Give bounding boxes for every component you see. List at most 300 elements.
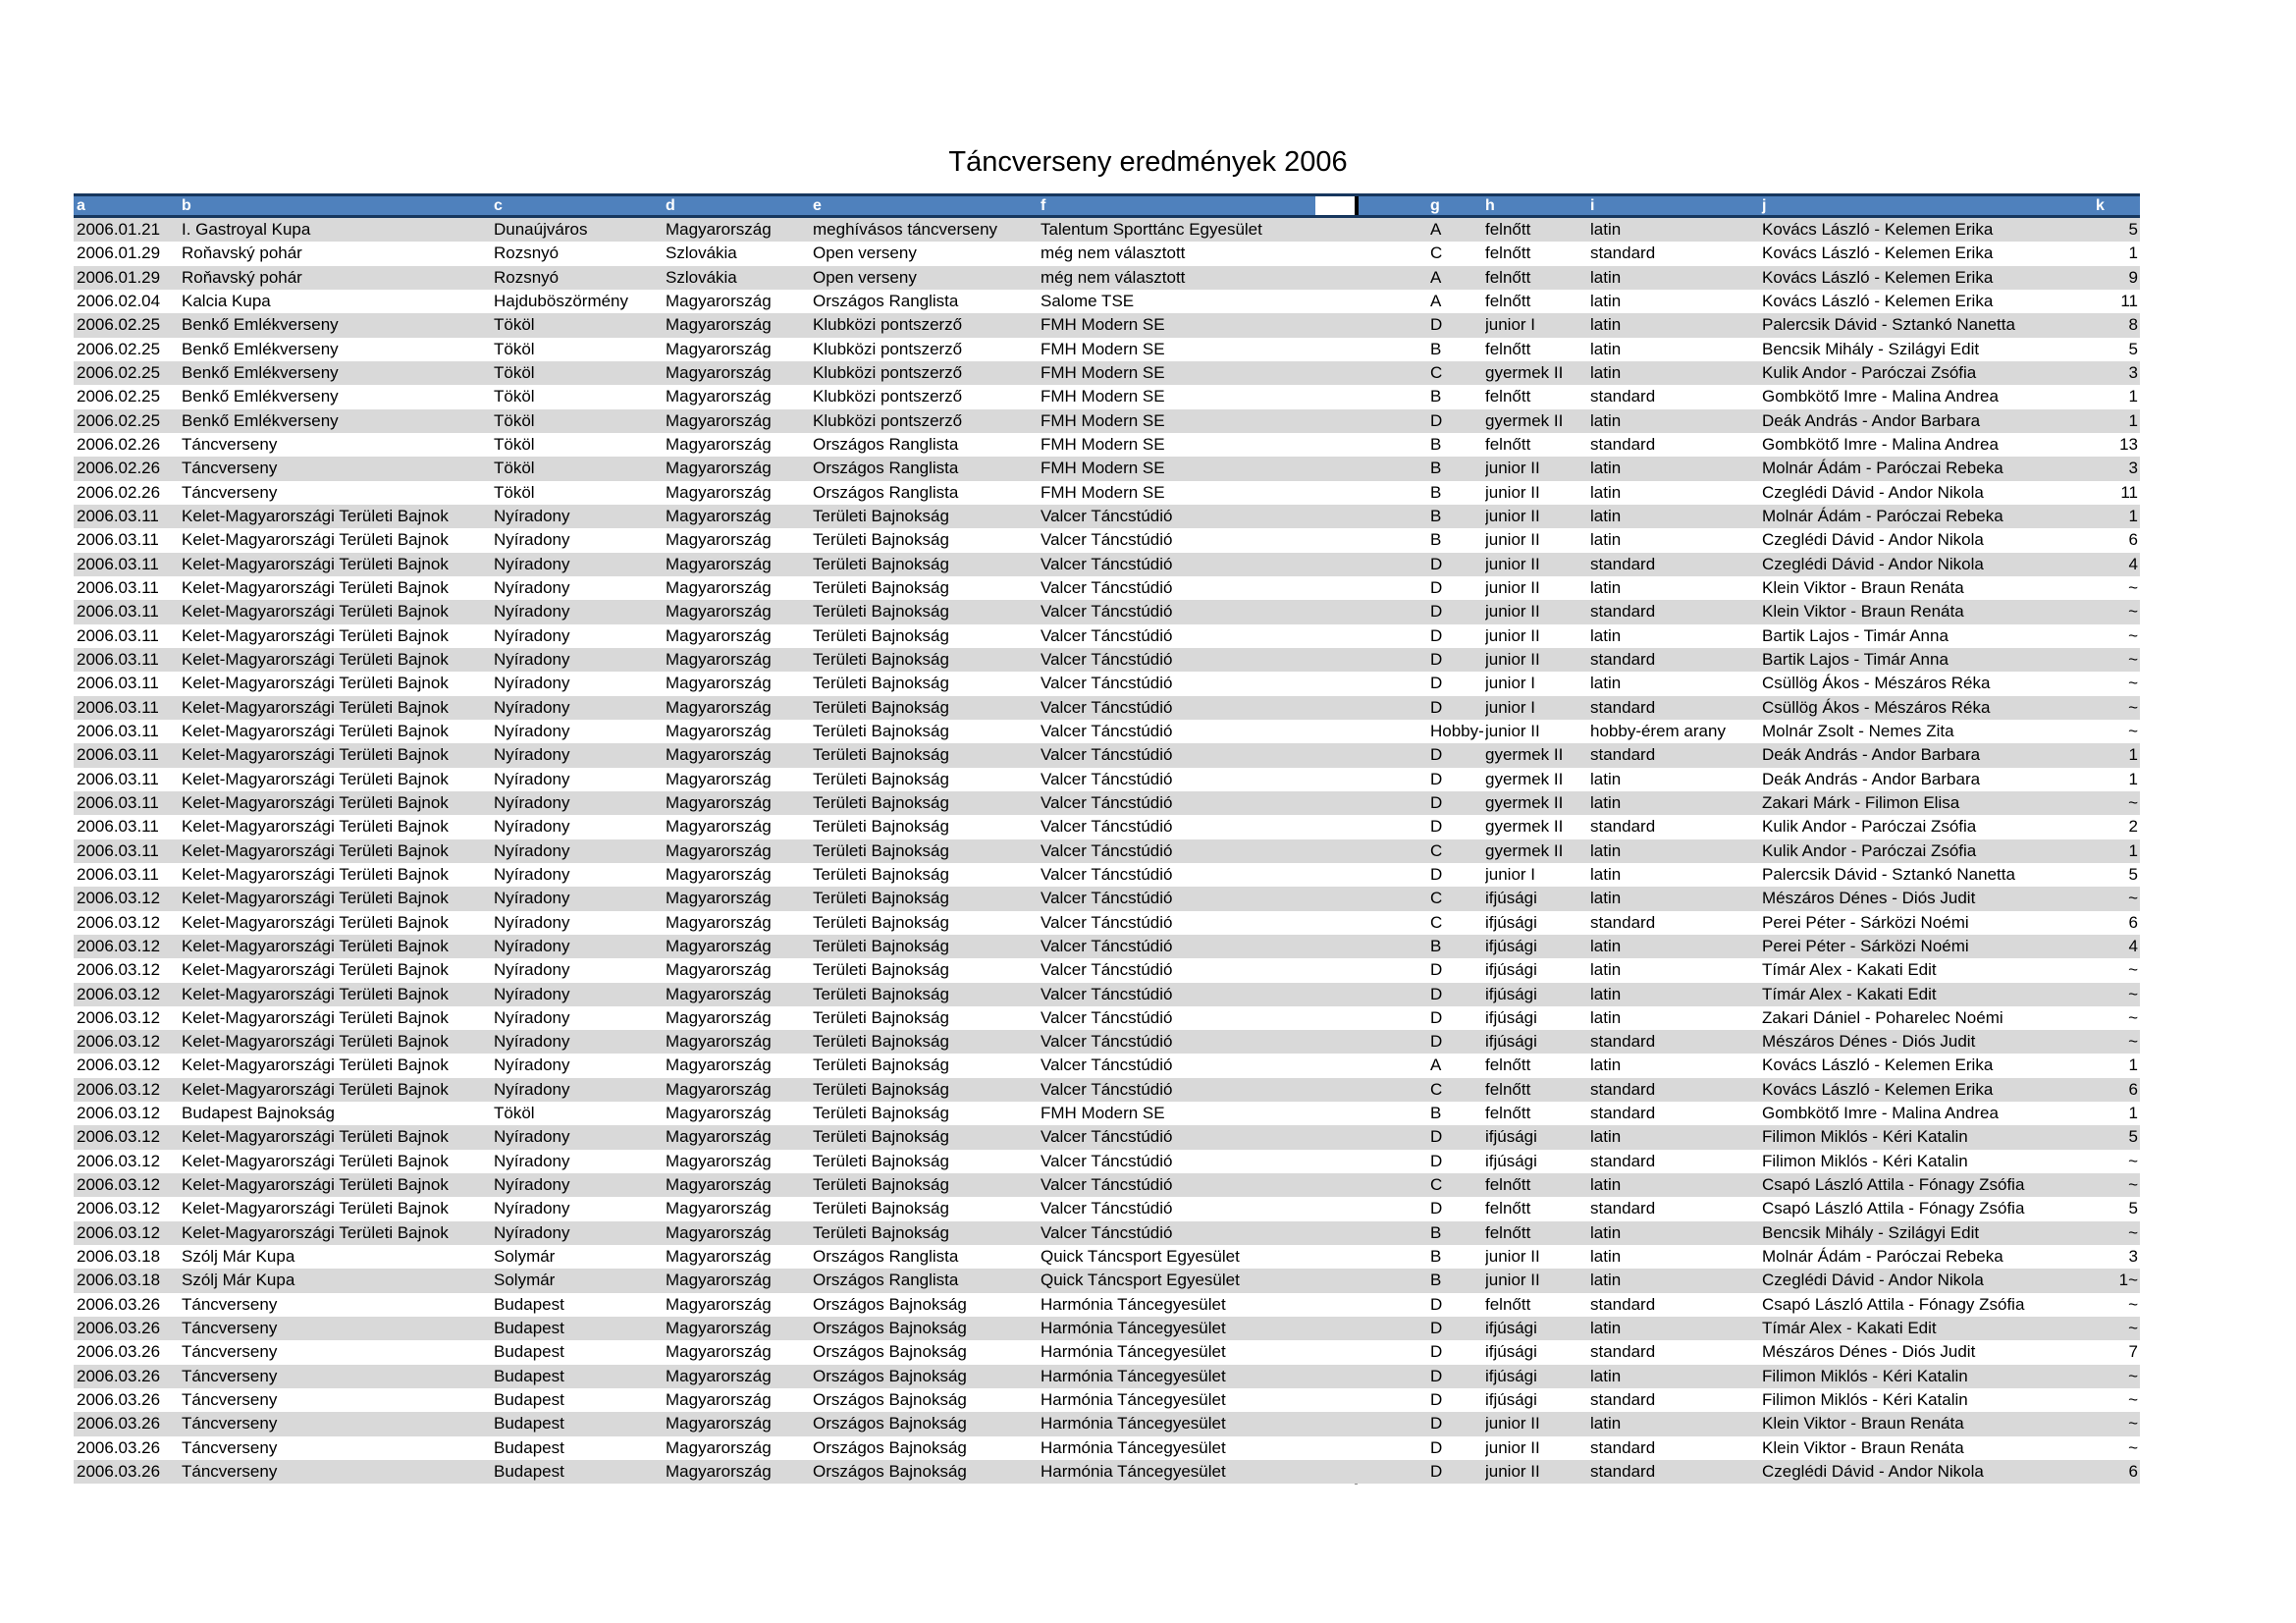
cell-club: Salome TSE	[1041, 291, 1135, 310]
cell-event-type: Területi Bajnokság	[813, 1079, 949, 1099]
cell-country: Magyarország	[666, 1366, 772, 1385]
cell-competition: Kelet-Magyarországi Területi Bajnok	[182, 602, 449, 622]
cell-age-group: junior I	[1485, 864, 1536, 884]
cell-club: Valcer Táncstúdió	[1041, 674, 1173, 693]
cell-class: D	[1430, 674, 1443, 693]
cell-age-group: junior II	[1485, 482, 1540, 502]
cell-date: 2006.02.26	[77, 459, 161, 478]
cell-date: 2006.03.12	[77, 1079, 161, 1099]
cell-club: FMH Modern SE	[1041, 1104, 1165, 1123]
cell-competition: Táncverseny	[182, 1294, 278, 1314]
cell-country: Magyarország	[666, 1390, 772, 1410]
cell-couple: Csapó László Attila - Fónagy Zsófia	[1762, 1199, 2025, 1218]
cell-city: Solymár	[494, 1271, 556, 1290]
table-row	[74, 1365, 2140, 1388]
cell-country: Magyarország	[666, 1222, 772, 1242]
cell-couple: Filimon Miklós - Kéri Katalin	[1762, 1390, 1968, 1410]
cell-class: D	[1430, 1390, 1443, 1410]
cell-age-group: felnőtt	[1485, 1294, 1531, 1314]
column-header-row	[74, 193, 2140, 218]
cell-competition: Szólj Már Kupa	[182, 1247, 295, 1267]
cell-style: latin	[1590, 339, 1622, 358]
cell-couple: Kovács László - Kelemen Erika	[1762, 1055, 1994, 1075]
cell-event-type: Területi Bajnokság	[813, 577, 949, 597]
cell-country: Magyarország	[666, 1319, 772, 1338]
cell-city: Budapest	[494, 1462, 564, 1482]
cell-date: 2006.03.11	[77, 745, 159, 765]
column-header-a: a	[77, 197, 85, 214]
cell-country: Magyarország	[666, 960, 772, 980]
column-header-d: d	[666, 197, 675, 214]
cell-club: Valcer Táncstúdió	[1041, 936, 1173, 955]
cell-couple: Filimon Miklós - Kéri Katalin	[1762, 1127, 1968, 1147]
cell-age-group: ifjúsági	[1485, 1390, 1537, 1410]
cell-date: 2006.03.26	[77, 1294, 161, 1314]
cell-couple: Deák András - Andor Barbara	[1762, 745, 1981, 765]
cell-event-type: Területi Bajnokság	[813, 721, 949, 740]
cell-result: ~	[2128, 649, 2138, 669]
cell-couple: Kovács László - Kelemen Erika	[1762, 243, 1994, 263]
cell-result: 5	[2128, 1127, 2138, 1147]
table-row	[74, 791, 2140, 815]
cell-city: Nyíradony	[494, 745, 570, 765]
table-row	[74, 1221, 2140, 1245]
cell-country: Magyarország	[666, 769, 772, 788]
table-row	[74, 361, 2140, 385]
cell-event-type: Területi Bajnokság	[813, 1032, 949, 1052]
cell-class: D	[1430, 315, 1443, 335]
cell-age-group: ifjúsági	[1485, 889, 1537, 908]
cell-age-group: felnőtt	[1485, 1222, 1531, 1242]
cell-event-type: Területi Bajnokság	[813, 792, 949, 812]
cell-couple: Tímár Alex - Kakati Edit	[1762, 960, 1937, 980]
cell-age-group: junior II	[1485, 1462, 1540, 1482]
cell-club: Quick Táncsport Egyesület	[1041, 1271, 1240, 1290]
cell-couple: Bencsik Mihály - Szilágyi Edit	[1762, 1222, 1980, 1242]
cell-country: Magyarország	[666, 1271, 772, 1290]
cell-city: Nyíradony	[494, 1175, 570, 1195]
column-header-k: k	[2096, 197, 2105, 214]
cell-class: D	[1430, 1294, 1443, 1314]
cell-club: Quick Táncsport Egyesület	[1041, 1247, 1240, 1267]
cell-result: ~	[2128, 1151, 2138, 1170]
cell-event-type: Országos Ranglista	[813, 434, 959, 454]
cell-competition: Táncverseny	[182, 1342, 278, 1362]
cell-country: Magyarország	[666, 1055, 772, 1075]
cell-class: D	[1430, 984, 1443, 1003]
cell-country: Magyarország	[666, 220, 772, 239]
cell-class: B	[1430, 1247, 1442, 1267]
cell-couple: Czeglédi Dávid - Andor Nikola	[1762, 1462, 1984, 1482]
cell-couple: Zakari Dániel - Poharelec Noémi	[1762, 1007, 2003, 1027]
cell-style: latin	[1590, 530, 1622, 550]
results-table	[74, 193, 2140, 1484]
cell-country: Szlovákia	[666, 267, 737, 287]
table-row	[74, 1030, 2140, 1054]
cell-city: Nyíradony	[494, 984, 570, 1003]
cell-class: D	[1430, 1151, 1443, 1170]
cell-club: Valcer Táncstúdió	[1041, 792, 1173, 812]
table-row	[74, 553, 2140, 576]
cell-date: 2006.03.12	[77, 1222, 161, 1242]
cell-age-group: junior II	[1485, 530, 1540, 550]
cell-age-group: junior II	[1485, 554, 1540, 573]
cell-style: latin	[1590, 362, 1622, 382]
cell-date: 2006.03.11	[77, 817, 159, 837]
cell-class: B	[1430, 459, 1442, 478]
cell-city: Nyíradony	[494, 840, 570, 860]
cell-event-type: Területi Bajnokság	[813, 1007, 949, 1027]
cell-event-type: Klubközi pontszerző	[813, 339, 963, 358]
cell-age-group: gyermek II	[1485, 769, 1564, 788]
cell-age-group: felnőtt	[1485, 243, 1531, 263]
table-row	[74, 958, 2140, 982]
cell-club: Valcer Táncstúdió	[1041, 889, 1173, 908]
column-header-b: b	[182, 197, 191, 214]
table-row	[74, 815, 2140, 839]
cell-date: 2006.03.11	[77, 577, 159, 597]
table-row	[74, 983, 2140, 1006]
cell-class: B	[1430, 1104, 1442, 1123]
cell-date: 2006.03.12	[77, 912, 161, 932]
cell-city: Nyíradony	[494, 649, 570, 669]
table-row	[74, 600, 2140, 623]
cell-class: B	[1430, 387, 1442, 406]
cell-style: standard	[1590, 745, 1656, 765]
cell-style: latin	[1590, 1055, 1622, 1075]
cell-class: B	[1430, 1271, 1442, 1290]
cell-date: 2006.02.25	[77, 315, 161, 335]
cell-date: 2006.03.26	[77, 1414, 161, 1434]
table-body	[74, 218, 2140, 1484]
cell-event-type: Open verseny	[813, 267, 917, 287]
cell-style: standard	[1590, 602, 1656, 622]
cell-couple: Klein Viktor - Braun Renáta	[1762, 602, 1964, 622]
table-row	[74, 1150, 2140, 1173]
cell-age-group: felnőtt	[1485, 1104, 1531, 1123]
cell-age-group: junior II	[1485, 577, 1540, 597]
cell-class: B	[1430, 482, 1442, 502]
cell-style: standard	[1590, 1462, 1656, 1482]
cell-competition: Roňavský pohár	[182, 267, 302, 287]
cell-city: Budapest	[494, 1414, 564, 1434]
cell-class: D	[1430, 817, 1443, 837]
cell-class: C	[1430, 243, 1443, 263]
cell-event-type: Területi Bajnokság	[813, 697, 949, 717]
cell-club: Harmónia Táncegyesület	[1041, 1366, 1226, 1385]
cell-event-type: Országos Bajnokság	[813, 1462, 967, 1482]
cell-class: D	[1430, 1199, 1443, 1218]
cell-city: Budapest	[494, 1319, 564, 1338]
cell-result: ~	[2128, 1414, 2138, 1434]
table-row	[74, 1078, 2140, 1102]
cell-city: Tököl	[494, 410, 535, 430]
cell-competition: Kelet-Magyarországi Területi Bajnok	[182, 577, 449, 597]
cell-style: latin	[1590, 840, 1622, 860]
cell-country: Magyarország	[666, 912, 772, 932]
cell-event-type: Területi Bajnokság	[813, 625, 949, 645]
cell-couple: Csüllög Ákos - Mészáros Réka	[1762, 697, 1991, 717]
cell-city: Budapest	[494, 1342, 564, 1362]
cell-country: Magyarország	[666, 291, 772, 310]
table-row	[74, 1269, 2140, 1292]
cell-result: 6	[2128, 1462, 2138, 1482]
cell-couple: Molnár Ádám - Paróczai Rebeka	[1762, 459, 2003, 478]
table-row	[74, 290, 2140, 313]
cell-city: Dunaújváros	[494, 220, 588, 239]
table-row	[74, 672, 2140, 695]
cell-age-group: junior II	[1485, 1271, 1540, 1290]
cell-event-type: Területi Bajnokság	[813, 1175, 949, 1195]
cell-style: latin	[1590, 1175, 1622, 1195]
cell-club: FMH Modern SE	[1041, 315, 1165, 335]
cell-event-type: Országos Bajnokság	[813, 1294, 967, 1314]
cell-result: 5	[2128, 339, 2138, 358]
cell-class: B	[1430, 434, 1442, 454]
cell-class: B	[1430, 339, 1442, 358]
cell-event-type: Országos Ranglista	[813, 1247, 959, 1267]
cell-event-type: Klubközi pontszerző	[813, 387, 963, 406]
cell-style: latin	[1590, 936, 1622, 955]
cell-city: Tököl	[494, 1104, 535, 1123]
cell-club: FMH Modern SE	[1041, 482, 1165, 502]
cell-style: standard	[1590, 817, 1656, 837]
cell-age-group: ifjúsági	[1485, 912, 1537, 932]
cell-style: standard	[1590, 1342, 1656, 1362]
cell-city: Nyíradony	[494, 960, 570, 980]
cell-event-type: Klubközi pontszerző	[813, 315, 963, 335]
cell-class: C	[1430, 1175, 1443, 1195]
cell-age-group: junior II	[1485, 506, 1540, 525]
cell-style: standard	[1590, 1294, 1656, 1314]
cell-competition: Táncverseny	[182, 1414, 278, 1434]
cell-club: Valcer Táncstúdió	[1041, 912, 1173, 932]
cell-club: Valcer Táncstúdió	[1041, 577, 1173, 597]
cell-age-group: felnőtt	[1485, 267, 1531, 287]
cell-city: Budapest	[494, 1294, 564, 1314]
cell-country: Magyarország	[666, 817, 772, 837]
cell-competition: Táncverseny	[182, 482, 278, 502]
cell-class: D	[1430, 410, 1443, 430]
cell-club: Valcer Táncstúdió	[1041, 625, 1173, 645]
cell-country: Magyarország	[666, 530, 772, 550]
cell-couple: Csapó László Attila - Fónagy Zsófia	[1762, 1175, 2025, 1195]
cell-style: latin	[1590, 410, 1622, 430]
table-row	[74, 1006, 2140, 1030]
cell-city: Nyíradony	[494, 721, 570, 740]
cell-style: latin	[1590, 984, 1622, 1003]
cell-country: Magyarország	[666, 674, 772, 693]
cell-competition: Kelet-Magyarországi Területi Bajnok	[182, 649, 449, 669]
cell-competition: Benkő Emlékverseny	[182, 315, 339, 335]
cell-country: Magyarország	[666, 602, 772, 622]
cell-country: Magyarország	[666, 625, 772, 645]
cell-competition: Kelet-Magyarországi Területi Bajnok	[182, 817, 449, 837]
cell-event-type: Országos Ranglista	[813, 459, 959, 478]
cell-style: standard	[1590, 1199, 1656, 1218]
cell-date: 2006.03.12	[77, 889, 161, 908]
cell-club: Valcer Táncstúdió	[1041, 1079, 1173, 1099]
cell-country: Magyarország	[666, 792, 772, 812]
cell-result: 5	[2128, 220, 2138, 239]
cell-result: ~	[2128, 697, 2138, 717]
cell-class: Hobby-	[1430, 721, 1484, 740]
cell-city: Nyíradony	[494, 602, 570, 622]
cell-country: Magyarország	[666, 1342, 772, 1362]
cell-age-group: ifjúsági	[1485, 1151, 1537, 1170]
cell-style: latin	[1590, 220, 1622, 239]
cell-result: 8	[2128, 315, 2138, 335]
cell-event-type: Területi Bajnokság	[813, 889, 949, 908]
cell-result: ~	[2128, 577, 2138, 597]
cell-date: 2006.03.12	[77, 1199, 161, 1218]
cell-couple: Czeglédi Dávid - Andor Nikola	[1762, 1271, 1984, 1290]
cell-date: 2006.03.11	[77, 864, 159, 884]
cell-country: Magyarország	[666, 1247, 772, 1267]
cell-city: Nyíradony	[494, 674, 570, 693]
column-header-c: c	[494, 197, 503, 214]
cell-style: latin	[1590, 1271, 1622, 1290]
cell-result: 1	[2128, 506, 2138, 525]
cell-couple: Klein Viktor - Braun Renáta	[1762, 577, 1964, 597]
cell-couple: Mészáros Dénes - Diós Judit	[1762, 889, 1976, 908]
cell-style: latin	[1590, 1414, 1622, 1434]
cell-style: latin	[1590, 625, 1622, 645]
cell-age-group: felnőtt	[1485, 1079, 1531, 1099]
table-row	[74, 409, 2140, 433]
cell-couple: Mészáros Dénes - Diós Judit	[1762, 1342, 1976, 1362]
table-row	[74, 1340, 2140, 1364]
cell-city: Rozsnyó	[494, 267, 560, 287]
cell-couple: Csapó László Attila - Fónagy Zsófia	[1762, 1294, 2025, 1314]
cell-age-group: junior II	[1485, 721, 1540, 740]
cell-age-group: felnőtt	[1485, 1055, 1531, 1075]
column-header-f: f	[1041, 197, 1046, 214]
cell-competition: Táncverseny	[182, 434, 278, 454]
cell-country: Magyarország	[666, 1199, 772, 1218]
cell-event-type: Területi Bajnokság	[813, 1199, 949, 1218]
table-row	[74, 1125, 2140, 1149]
cell-result: ~	[2128, 674, 2138, 693]
cell-event-type: Országos Bajnokság	[813, 1319, 967, 1338]
cell-city: Tököl	[494, 434, 535, 454]
cell-date: 2006.03.12	[77, 1151, 161, 1170]
cell-city: Nyíradony	[494, 554, 570, 573]
cell-couple: Kovács László - Kelemen Erika	[1762, 1079, 1994, 1099]
cell-style: latin	[1590, 577, 1622, 597]
cell-class: D	[1430, 1414, 1443, 1434]
cell-result: 9	[2128, 267, 2138, 287]
table-row	[74, 720, 2140, 743]
cell-club: Valcer Táncstúdió	[1041, 864, 1173, 884]
cell-country: Magyarország	[666, 697, 772, 717]
cell-class: D	[1430, 554, 1443, 573]
cell-country: Magyarország	[666, 864, 772, 884]
cell-age-group: junior II	[1485, 649, 1540, 669]
cell-result: ~	[2128, 1437, 2138, 1457]
cell-couple: Kulik Andor - Paróczai Zsófia	[1762, 362, 1977, 382]
cell-club: Harmónia Táncegyesület	[1041, 1294, 1226, 1314]
cell-country: Szlovákia	[666, 243, 737, 263]
cell-city: Nyíradony	[494, 577, 570, 597]
cell-result: ~	[2128, 721, 2138, 740]
cell-date: 2006.03.12	[77, 936, 161, 955]
column-header-e: e	[813, 197, 822, 214]
cell-club: Harmónia Táncegyesület	[1041, 1342, 1226, 1362]
cell-club: Talentum Sporttánc Egyesület	[1041, 220, 1262, 239]
cell-result: 2	[2128, 817, 2138, 837]
cell-club: Valcer Táncstúdió	[1041, 506, 1173, 525]
cell-class: D	[1430, 1032, 1443, 1052]
cell-class: D	[1430, 649, 1443, 669]
cell-club: Valcer Táncstúdió	[1041, 1007, 1173, 1027]
table-row	[74, 911, 2140, 935]
cell-date: 2006.03.12	[77, 1104, 161, 1123]
cell-club: Valcer Táncstúdió	[1041, 554, 1173, 573]
cell-age-group: junior II	[1485, 459, 1540, 478]
cell-result: 13	[2119, 434, 2138, 454]
cell-competition: Kelet-Magyarországi Területi Bajnok	[182, 625, 449, 645]
cell-style: latin	[1590, 459, 1622, 478]
cell-club: FMH Modern SE	[1041, 339, 1165, 358]
cell-result: ~	[2128, 792, 2138, 812]
cell-city: Nyíradony	[494, 817, 570, 837]
cell-style: latin	[1590, 674, 1622, 693]
cell-result: 1~	[2118, 1271, 2138, 1290]
cell-age-group: ifjúsági	[1485, 1342, 1537, 1362]
cell-club: Harmónia Táncegyesület	[1041, 1414, 1226, 1434]
cell-style: latin	[1590, 1127, 1622, 1147]
cell-class: C	[1430, 840, 1443, 860]
cell-class: C	[1430, 912, 1443, 932]
header-column-border	[1355, 196, 1359, 215]
cell-club: Valcer Táncstúdió	[1041, 1127, 1173, 1147]
cell-competition: Kelet-Magyarországi Területi Bajnok	[182, 1199, 449, 1218]
cell-couple: Czeglédi Dávid - Andor Nikola	[1762, 530, 1984, 550]
cell-age-group: felnőtt	[1485, 339, 1531, 358]
cell-country: Magyarország	[666, 1462, 772, 1482]
cell-class: D	[1430, 1366, 1443, 1385]
cell-couple: Kovács László - Kelemen Erika	[1762, 220, 1994, 239]
table-row	[74, 576, 2140, 600]
cell-city: Budapest	[494, 1366, 564, 1385]
cell-country: Magyarország	[666, 387, 772, 406]
cell-event-type: Országos Bajnokság	[813, 1366, 967, 1385]
cell-couple: Molnár Ádám - Paróczai Rebeka	[1762, 506, 2003, 525]
cell-date: 2006.03.26	[77, 1437, 161, 1457]
table-row	[74, 1173, 2140, 1197]
cell-competition: Budapest Bajnokság	[182, 1104, 335, 1123]
cell-country: Magyarország	[666, 339, 772, 358]
cell-country: Magyarország	[666, 554, 772, 573]
cell-class: B	[1430, 530, 1442, 550]
cell-style: standard	[1590, 697, 1656, 717]
cell-competition: Benkő Emlékverseny	[182, 410, 339, 430]
cell-date: 2006.03.26	[77, 1342, 161, 1362]
cell-class: A	[1430, 1055, 1442, 1075]
cell-club: Harmónia Táncegyesület	[1041, 1319, 1226, 1338]
cell-couple: Deák András - Andor Barbara	[1762, 410, 1981, 430]
table-row	[74, 696, 2140, 720]
cell-age-group: gyermek II	[1485, 745, 1564, 765]
cell-club: Valcer Táncstúdió	[1041, 960, 1173, 980]
table-row	[74, 266, 2140, 290]
cell-club: Harmónia Táncegyesület	[1041, 1437, 1226, 1457]
cell-class: D	[1430, 745, 1443, 765]
cell-event-type: Országos Ranglista	[813, 291, 959, 310]
cell-club: Harmónia Táncegyesület	[1041, 1462, 1226, 1482]
cell-event-type: Területi Bajnokság	[813, 840, 949, 860]
